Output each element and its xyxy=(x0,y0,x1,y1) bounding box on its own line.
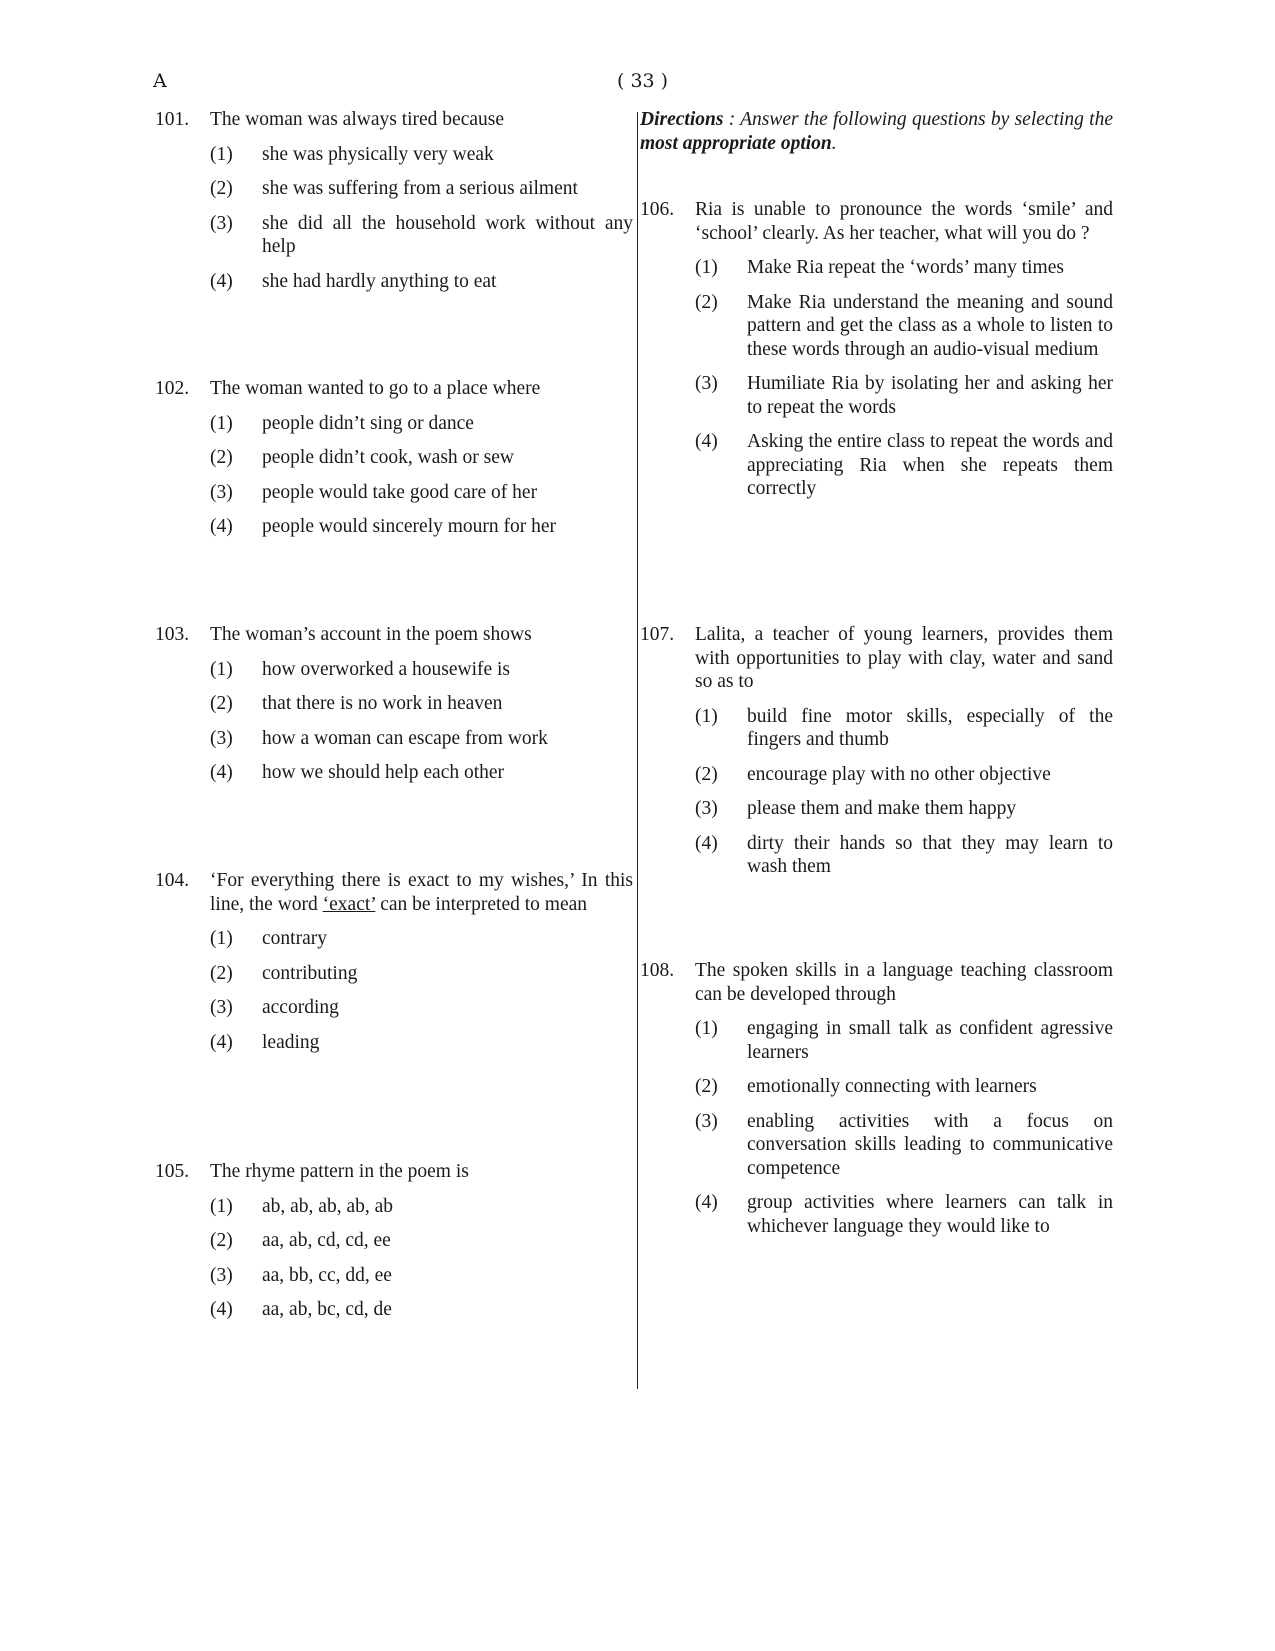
option-number: (3) xyxy=(695,1110,718,1132)
question-number: 108. xyxy=(640,960,675,981)
option xyxy=(155,1298,633,1322)
option-number: (3) xyxy=(210,212,233,234)
option-text: Asking the entire class to repeat the words and appreciating Ria when she repeats them correctly xyxy=(747,431,1113,499)
question-number: 106. xyxy=(640,199,675,220)
option xyxy=(155,927,633,951)
option-number: (1) xyxy=(695,257,718,278)
option-text: how a woman can escape from work xyxy=(262,727,548,749)
option-text: ab, ab, ab, ab, ab xyxy=(262,1195,394,1217)
option-number: (2) xyxy=(210,962,233,984)
option xyxy=(155,143,633,167)
option-text: group activities where learners can talk in whichever language they would like to xyxy=(747,1192,1113,1237)
option xyxy=(155,1229,633,1253)
question-text: The woman’s account in the poem shows xyxy=(210,624,532,645)
option xyxy=(640,1191,1113,1238)
option-number: (2) xyxy=(695,1076,718,1097)
question-text: Ria is unable to pronounce the words ‘smile’ and ‘school’ clearly. As her teacher, what will you do ? xyxy=(695,199,1113,244)
question-number: 101. xyxy=(155,109,190,130)
option-text: dirty their hands so that they may learn to wash them xyxy=(747,832,1113,877)
question-102 xyxy=(155,377,633,539)
option-number: (4) xyxy=(695,1192,718,1213)
question-104 xyxy=(155,869,633,1054)
option-text: that there is no work in heaven xyxy=(262,693,503,714)
option-number: (4) xyxy=(210,1031,233,1053)
option xyxy=(640,291,1113,362)
option-text: people didn’t cook, wash or sew xyxy=(262,447,515,468)
option xyxy=(155,727,633,751)
question-text-part: ‘For everything there is exact to my wishes,’ In this line, the word xyxy=(210,870,633,915)
option-number: (3) xyxy=(695,373,718,394)
option-number: (1) xyxy=(695,1018,718,1039)
directions-emphasis: most appropriate option xyxy=(640,132,832,154)
directions-label: Directions xyxy=(640,109,724,130)
option-number: (4) xyxy=(210,1299,233,1320)
underlined-word: ‘exact’ xyxy=(322,893,376,915)
page-number: ( 33 ) xyxy=(617,70,669,92)
option xyxy=(155,481,633,505)
option-text: she did all the household work without any help xyxy=(262,212,633,257)
option xyxy=(155,996,633,1020)
option-number: (4) xyxy=(210,762,233,783)
directions xyxy=(640,108,1113,155)
option-text: contrary xyxy=(262,928,327,949)
option-text: she had hardly anything to eat xyxy=(262,270,497,292)
option xyxy=(640,1075,1113,1099)
directions-separator: : xyxy=(723,109,741,130)
option xyxy=(640,1110,1113,1181)
option-text: engaging in small talk as confident agressive learners xyxy=(747,1018,1113,1063)
option-number: (2) xyxy=(695,763,718,785)
option-text: people would sincerely mourn for her xyxy=(262,516,557,537)
option-text: how overworked a housewife is xyxy=(262,658,511,680)
option-text: Humiliate Ria by isolating her and asking her to repeat the words xyxy=(747,373,1113,418)
option xyxy=(640,797,1113,821)
option-text: emotionally connecting with learners xyxy=(747,1076,1037,1097)
set-letter: A xyxy=(153,70,167,92)
option xyxy=(155,270,633,294)
question-number: 102. xyxy=(155,378,190,399)
question-101 xyxy=(155,108,633,293)
option xyxy=(640,705,1113,752)
question-105 xyxy=(155,1160,633,1322)
option-number: (1) xyxy=(210,928,233,949)
option xyxy=(155,761,633,785)
option-text: aa, bb, cc, dd, ee xyxy=(262,1264,392,1286)
question-text: Lalita, a teacher of young learners, provides them with opportunities to play with clay, water and sand so as to xyxy=(695,624,1113,692)
option-number: (2) xyxy=(210,447,233,468)
option xyxy=(155,658,633,682)
option-text: contributing xyxy=(262,962,358,984)
option xyxy=(155,1264,633,1288)
option xyxy=(155,446,633,470)
question-text: The woman was always tired because xyxy=(210,109,505,130)
directions-text: Answer the following questions by selecting the xyxy=(740,109,1113,130)
option-text: aa, ab, bc, cd, de xyxy=(262,1299,392,1320)
option-number: (4) xyxy=(695,431,718,452)
option xyxy=(155,1031,633,1055)
option xyxy=(155,412,633,436)
option-number: (3) xyxy=(210,727,233,749)
option-number: (1) xyxy=(210,143,233,165)
option xyxy=(155,692,633,716)
question-103 xyxy=(155,623,633,785)
question-text: The spoken skills in a language teaching classroom can be developed through xyxy=(695,960,1113,1005)
directions-end: . xyxy=(831,132,837,154)
question-number: 105. xyxy=(155,1161,190,1182)
option-text: she was suffering from a serious ailment xyxy=(262,178,578,199)
option-text: build fine motor skills, especially of the fingers and thumb xyxy=(747,705,1113,750)
option-number: (1) xyxy=(695,705,718,727)
option-number: (4) xyxy=(695,832,718,854)
option-text: according xyxy=(262,997,339,1018)
option-text: people would take good care of her xyxy=(262,481,538,503)
option xyxy=(640,256,1113,280)
option-number: (4) xyxy=(210,516,233,537)
question-number: 107. xyxy=(640,624,675,645)
option-text: Make Ria understand the meaning and sound pattern and get the class as a whole to listen to these words through an audio-visual medium xyxy=(747,291,1113,360)
question-text-part: can be interpreted to mean xyxy=(375,893,588,915)
option-number: (2) xyxy=(210,693,233,714)
option-number: (3) xyxy=(210,1264,233,1286)
question-number: 104. xyxy=(155,870,190,891)
option-number: (2) xyxy=(695,291,718,313)
option-number: (2) xyxy=(210,1230,233,1251)
option xyxy=(155,962,633,986)
option-number: (4) xyxy=(210,270,233,292)
option xyxy=(155,212,633,259)
option-number: (1) xyxy=(210,412,233,434)
question-number: 103. xyxy=(155,624,190,645)
question-107 xyxy=(640,623,1113,879)
option-text: people didn’t sing or dance xyxy=(262,412,474,434)
option xyxy=(640,763,1113,787)
column-divider xyxy=(637,112,638,1389)
option-text: aa, ab, cd, cd, ee xyxy=(262,1230,391,1251)
option xyxy=(155,1195,633,1219)
option xyxy=(155,177,633,201)
option-text: enabling activities with a focus on conversation skills leading to communicative competence xyxy=(747,1110,1113,1179)
option xyxy=(640,430,1113,501)
option-number: (3) xyxy=(210,997,233,1018)
option-text: please them and make them happy xyxy=(747,798,1017,819)
option-text: leading xyxy=(262,1031,320,1053)
option xyxy=(640,372,1113,419)
option-number: (3) xyxy=(210,481,233,503)
question-108 xyxy=(640,959,1113,1238)
question-text: The rhyme pattern in the poem is xyxy=(210,1161,469,1182)
option-text: encourage play with no other objective xyxy=(747,763,1051,785)
option-number: (3) xyxy=(695,798,718,819)
option-text: she was physically very weak xyxy=(262,143,494,165)
question-106 xyxy=(640,198,1113,501)
option xyxy=(640,1017,1113,1064)
option-text: how we should help each other xyxy=(262,762,505,783)
option-number: (1) xyxy=(210,1195,233,1217)
option xyxy=(640,832,1113,879)
option-number: (2) xyxy=(210,178,233,199)
question-text xyxy=(210,869,633,916)
option-text: Make Ria repeat the ‘words’ many times xyxy=(747,257,1064,278)
question-text: The woman wanted to go to a place where xyxy=(210,378,541,399)
option xyxy=(155,515,633,539)
option-number: (1) xyxy=(210,658,233,680)
